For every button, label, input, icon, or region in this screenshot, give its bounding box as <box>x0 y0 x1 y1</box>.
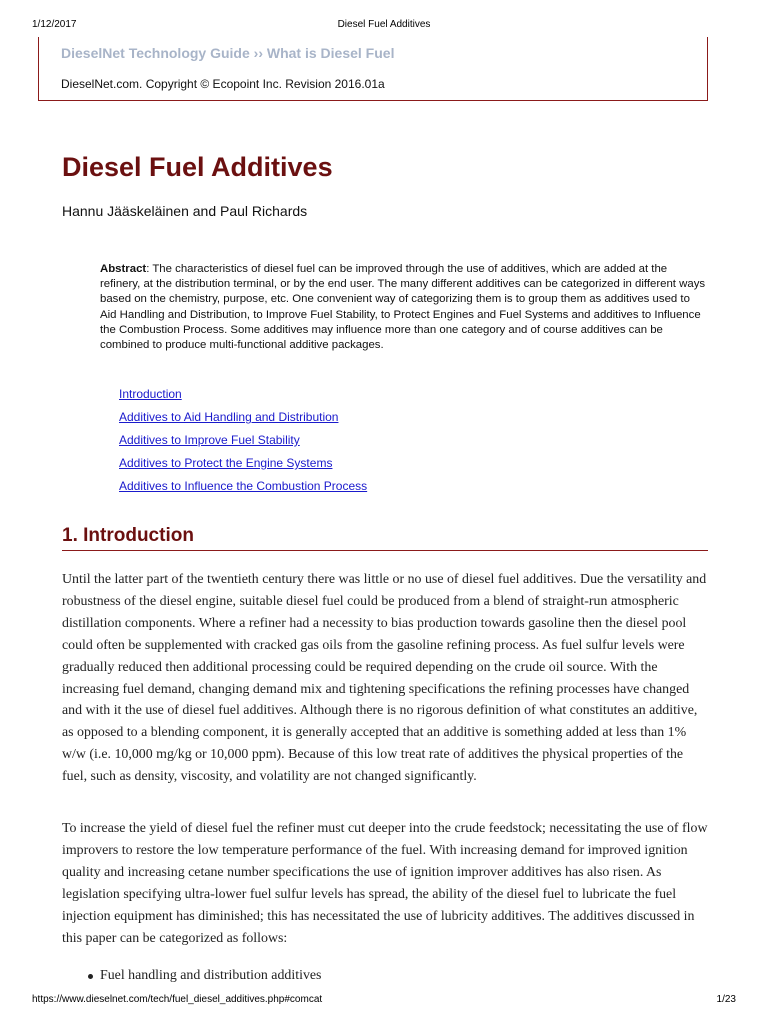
print-footer <box>32 994 736 1006</box>
toc-link-protect-engine[interactable]: Additives to Protect the Engine Systems <box>119 456 333 470</box>
breadcrumb[interactable]: DieselNet Technology Guide ›› What is Diesel Fuel <box>61 45 395 61</box>
page-title: Diesel Fuel Additives <box>62 152 333 182</box>
abstract-label: Abstract <box>100 263 147 275</box>
toc-link-handling-distribution[interactable]: Additives to Aid Handling and Distribution <box>119 410 339 424</box>
list-item-text: Fuel handling and distribution additives <box>100 968 322 983</box>
bullet-icon <box>88 974 93 979</box>
abstract <box>100 262 706 353</box>
section-heading-introduction: 1. Introduction <box>62 525 708 551</box>
print-header <box>32 19 736 31</box>
print-page-title: Diesel Fuel Additives <box>337 19 431 30</box>
print-date: 1/12/2017 <box>32 19 77 30</box>
toc-link-combustion[interactable]: Additives to Influence the Combustion Process <box>119 479 368 493</box>
abstract-text: : The characteristics of diesel fuel can be improved through the use of additives, which are added at the refinery, at the distribution terminal, or by the end user. The many different additives can be categorized in different ways based on the chemistry, purpose, etc. One convenient way of categorizing them is to group them as additives used to Aid Handling and Distribution, to Improve Fuel Stability, to Protect Engines and Fuel Systems and additives to Influence the Combustion Process. Some additives may influence more than one category and of course additives can be combined to produce multi-functional additive packages. <box>100 263 706 352</box>
copyright-notice: DieselNet.com. Copyright © Ecopoint Inc. Revision 2016.01a <box>61 77 385 91</box>
print-url: https://www.dieselnet.com/tech/fuel_diesel_additives.php#comcat <box>32 994 323 1005</box>
intro-paragraph-1: Until the latter part of the twentieth century there was little or no use of diesel fuel additives. Due the versatility and robustness of the diesel engine, suitable diesel fuel could be produced from a blend of straight-run atmospheric distillation components. Where a refiner had a necessity to bias production towards gasoline then the diesel pool could often be supplemented with cracked gas oils from the gasoline refining process. As fuel sulfur levels were gradually reduced then additional processing could be required depending on the crude oil source. With the increasing fuel demand, changing demand mix and tightening specifications the refining processes have changed and with it the use of diesel fuel additives. Although there is no rigorous definition of what constitutes an additive, as opposed to a blending component, it is generally accepted that an additive is something added at less than 1% w/w (i.e. 10,000 mg/kg or 10,000 ppm). Because of this low treat rate of additives the physical properties of the fuel, such as density, viscosity, and volatility are not changed significantly. <box>62 572 707 785</box>
list-item <box>62 965 321 987</box>
toc-link-introduction[interactable]: Introduction <box>119 387 182 401</box>
intro-paragraph-2: To increase the yield of diesel fuel the refiner must cut deeper into the crude feedstock; necessitating the use of flow improvers to restore the low temperature performance of the fuel. With increasing demand for improved ignition quality and increasing cetane number specifications the use of ignition improver additives has also risen. As legislation specifying ultra-lower fuel sulfur levels has spread, the ability of the diesel fuel to lubricate the fuel injection equipment has diminished; this has necessitated the use of lubricity additives. The additives discussed in this paper can be categorized as follows: <box>62 821 708 946</box>
authors: Hannu Jääskeläinen and Paul Richards <box>62 203 308 219</box>
table-of-contents <box>119 386 367 501</box>
print-page-number: 1/23 <box>716 994 736 1005</box>
site-banner <box>38 37 708 101</box>
toc-link-fuel-stability[interactable]: Additives to Improve Fuel Stability <box>119 433 300 447</box>
additive-category-list <box>62 965 321 987</box>
